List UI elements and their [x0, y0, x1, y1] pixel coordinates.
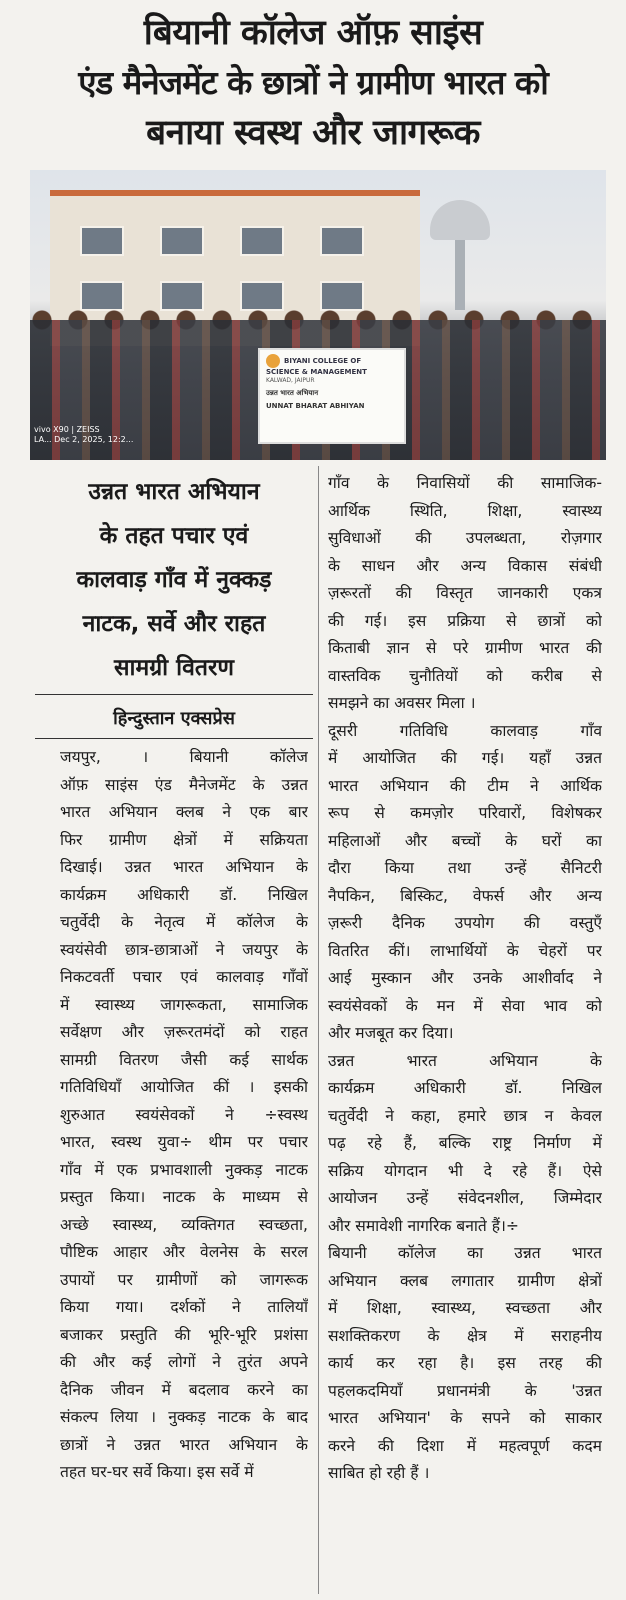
article-line: भारत अभियान क्लब ने एक बार: [60, 803, 308, 821]
article-line: महिलाओं और बच्चों के घरों का: [328, 831, 602, 850]
article-line: आई मुस्कान और उनके आशीर्वाद ने: [328, 969, 602, 987]
news-photo: [30, 170, 606, 460]
subheading: [35, 470, 313, 690]
article-line: के साधन और अन्य विकास संबंधी: [328, 556, 602, 575]
divider-rule: [35, 738, 313, 739]
article-line: गतिविधियाँ आयोजित कीं । इसकी: [60, 1078, 308, 1096]
article-line: ऑफ़ साइंस एंड मैनेजमेंट के उन्नत: [60, 775, 308, 794]
article-line: भारत, स्वस्थ युवा÷ थीम पर पचार: [60, 1133, 308, 1151]
article-line: सुविधाओं की उपलब्धता, रोज़गार: [328, 529, 602, 547]
camera-watermark: vivo X90 | ZEISS LA... Dec 2, 2025, 12:2...: [34, 425, 134, 444]
article-line: ज़रूरी दैनिक उपयोग की वस्तुएँ: [328, 914, 602, 932]
article-line: नैपकिन, बिस्किट, वेफर्स और अन्य: [328, 886, 602, 905]
article-line: संकल्प लिया । नुक्कड़ नाटक के बाद: [60, 1408, 308, 1426]
article-line: सक्रिय योगदान भी दे रहे हैं। ऐसे: [328, 1161, 602, 1180]
article-line: भारत अभियान' के सपने को साकार: [328, 1409, 602, 1427]
article-line: पहलकदमियाँ प्रधानमंत्री के 'उन्नत: [328, 1381, 602, 1400]
article-line: कार्य कर रहा है। इस तरह की: [328, 1354, 602, 1372]
article-line: निकटवर्ती पचार एवं कालवाड़ गाँवों: [60, 968, 308, 986]
divider-rule: [35, 694, 313, 695]
article-line: की गई। इस प्रक्रिया से छात्रों को: [328, 611, 602, 630]
article-line: रूप से कमज़ोर परिवारों, विशेषकर: [328, 804, 602, 822]
article-line: दैनिक जीवन में बदलाव करने का: [60, 1380, 308, 1399]
water-tower: [430, 200, 490, 240]
subheading-line: कालवाड़ गाँव में नुक्कड़: [76, 567, 272, 593]
article-line: स्वयंसेवी छात्र-छात्राओं ने जयपुर के: [60, 940, 308, 959]
subheading-line: उन्नत भारत अभियान: [88, 479, 260, 505]
article-line: ज़रूरतों की विस्तृत जानकारी एकत्र: [328, 584, 602, 602]
article-line: दिखाई। उन्नत भारत अभियान के: [60, 858, 308, 876]
article-line: दौरा किया तथा उन्हें सैनिटरी: [328, 859, 602, 877]
article-line: बजाकर प्रस्तुति की भूरि-भूरि प्रशंसा: [60, 1325, 308, 1344]
article-line: गाँव में एक प्रभावशाली नुक्कड़ नाटक: [60, 1160, 308, 1179]
headline-line: बनाया स्वस्थ और जागरूक: [146, 113, 480, 153]
source-credit: हिन्दुस्तान एक्सप्रेस: [113, 708, 235, 729]
article-line: सामग्री वितरण जैसी कई सार्थक: [60, 1050, 308, 1069]
headline-line: बियानी कॉलेज ऑफ़ साइंस: [143, 13, 483, 53]
subheading-line: नाटक, सर्वे और राहत: [82, 611, 266, 637]
article-line: करने की दिशा में महत्वपूर्ण कदम: [328, 1436, 602, 1455]
article-line: पढ़ रहे हैं, बल्कि राष्ट्र निर्माण में: [328, 1134, 602, 1152]
article-line: में शिक्षा, स्वास्थ्य, स्वच्छता और: [328, 1299, 602, 1317]
article-line: बियानी कॉलेज का उन्नत भारत: [328, 1244, 602, 1262]
article-line: शुरुआत स्वयंसेवकों ने ÷स्वस्थ: [60, 1105, 308, 1124]
article-line: आयोजन उन्हें संवेदनशील, जिम्मेदार: [328, 1189, 602, 1207]
article-line: गाँव के निवासियों की सामाजिक-: [328, 474, 602, 492]
article-line: और मजबूत कर दिया।: [328, 1024, 454, 1042]
subheading-line: सामग्री वितरण: [113, 655, 235, 681]
article-line: चतुर्वेदी के नेतृत्व में कॉलेज के: [60, 913, 308, 931]
article-line: किया गया। दर्शकों ने तालियाँ: [60, 1298, 308, 1316]
article-line: किताबी ज्ञान से परे ग्रामीण भारत की: [328, 639, 602, 657]
subheading-line: के तहत पचार एवं: [99, 523, 249, 549]
article-line: जयपुर, । बियानी कॉलेज: [60, 748, 308, 766]
headline-line: एंड मैनेजमेंट के छात्रों ने ग्रामीण भारत को: [78, 63, 548, 102]
article-line: उपायों पर ग्रामीणों को जागरूक: [60, 1270, 308, 1289]
article-line: आर्थिक स्थिति, शिक्षा, स्वास्थ्य: [328, 501, 602, 520]
article-line: समझने का अवसर मिला ।: [328, 694, 476, 712]
article-line: की और कई लोगों ने तुरंत अपने: [60, 1353, 308, 1371]
article-line: कार्यक्रम अधिकारी डॉ. निखिल: [60, 885, 308, 904]
column-divider: [318, 466, 319, 1594]
article-line: छात्रों ने उन्नत भारत अभियान के: [60, 1435, 308, 1454]
article-line: दूसरी गतिविधि कालवाड़ गाँव: [328, 721, 602, 740]
article-line: पौष्टिक आहार और वेलनेस के सरल: [60, 1243, 308, 1261]
article-line: चतुर्वेदी ने कहा, हमारे छात्र न केवल: [328, 1106, 602, 1125]
article-line: उन्नत भारत अभियान के: [328, 1051, 602, 1070]
college-logo-icon: [266, 354, 280, 368]
article-line: सर्वेक्षण और ज़रूरतमंदों को राहत: [60, 1023, 308, 1041]
article-line: अभियान क्लब लगातार ग्रामीण क्षेत्रों: [328, 1271, 602, 1290]
article-line: फिर ग्रामीण क्षेत्रों में सक्रियता: [60, 830, 308, 849]
article-line: साबित हो रही हैं ।: [328, 1464, 430, 1482]
article-line: में आयोजित की गई। यहाँ उन्नत: [328, 749, 602, 767]
article-line: प्रस्तुत किया। नाटक के माध्यम से: [60, 1188, 308, 1206]
article-column-left: [60, 744, 308, 1487]
article-line: और समावेशी नागरिक बनाते हैं।÷: [328, 1216, 519, 1235]
article-line: अच्छे स्वास्थ्य, व्यक्तिगत स्वच्छता,: [60, 1215, 308, 1234]
article-line: में स्वास्थ्य जागरूकता, सामाजिक: [60, 995, 308, 1014]
college-banner: BIYANI COLLEGE OF SCIENCE & MANAGEMENT KALWAD, JAIPUR उन्नत भारत अभियान UNNAT BHARAT ABHIYAN: [258, 348, 406, 444]
article-line: वास्तविक चुनौतियों को करीब से: [328, 666, 602, 685]
article-line: कार्यक्रम अधिकारी डॉ. निखिल: [328, 1079, 602, 1097]
article-line: भारत अभियान की टीम ने आर्थिक: [328, 776, 602, 795]
article-line: वितरित कीं। लाभार्थियों के चेहरों पर: [328, 941, 602, 960]
article-line: तहत घर-घर सर्वे किया। इस सर्वे में: [60, 1463, 254, 1481]
headline: [0, 8, 626, 158]
article-line: सशक्तिकरण के क्षेत्र में सराहनीय: [328, 1326, 602, 1345]
article-column-right: [328, 470, 602, 1488]
article-line: स्वयंसेवकों के मन में सेवा भाव को: [328, 996, 602, 1015]
